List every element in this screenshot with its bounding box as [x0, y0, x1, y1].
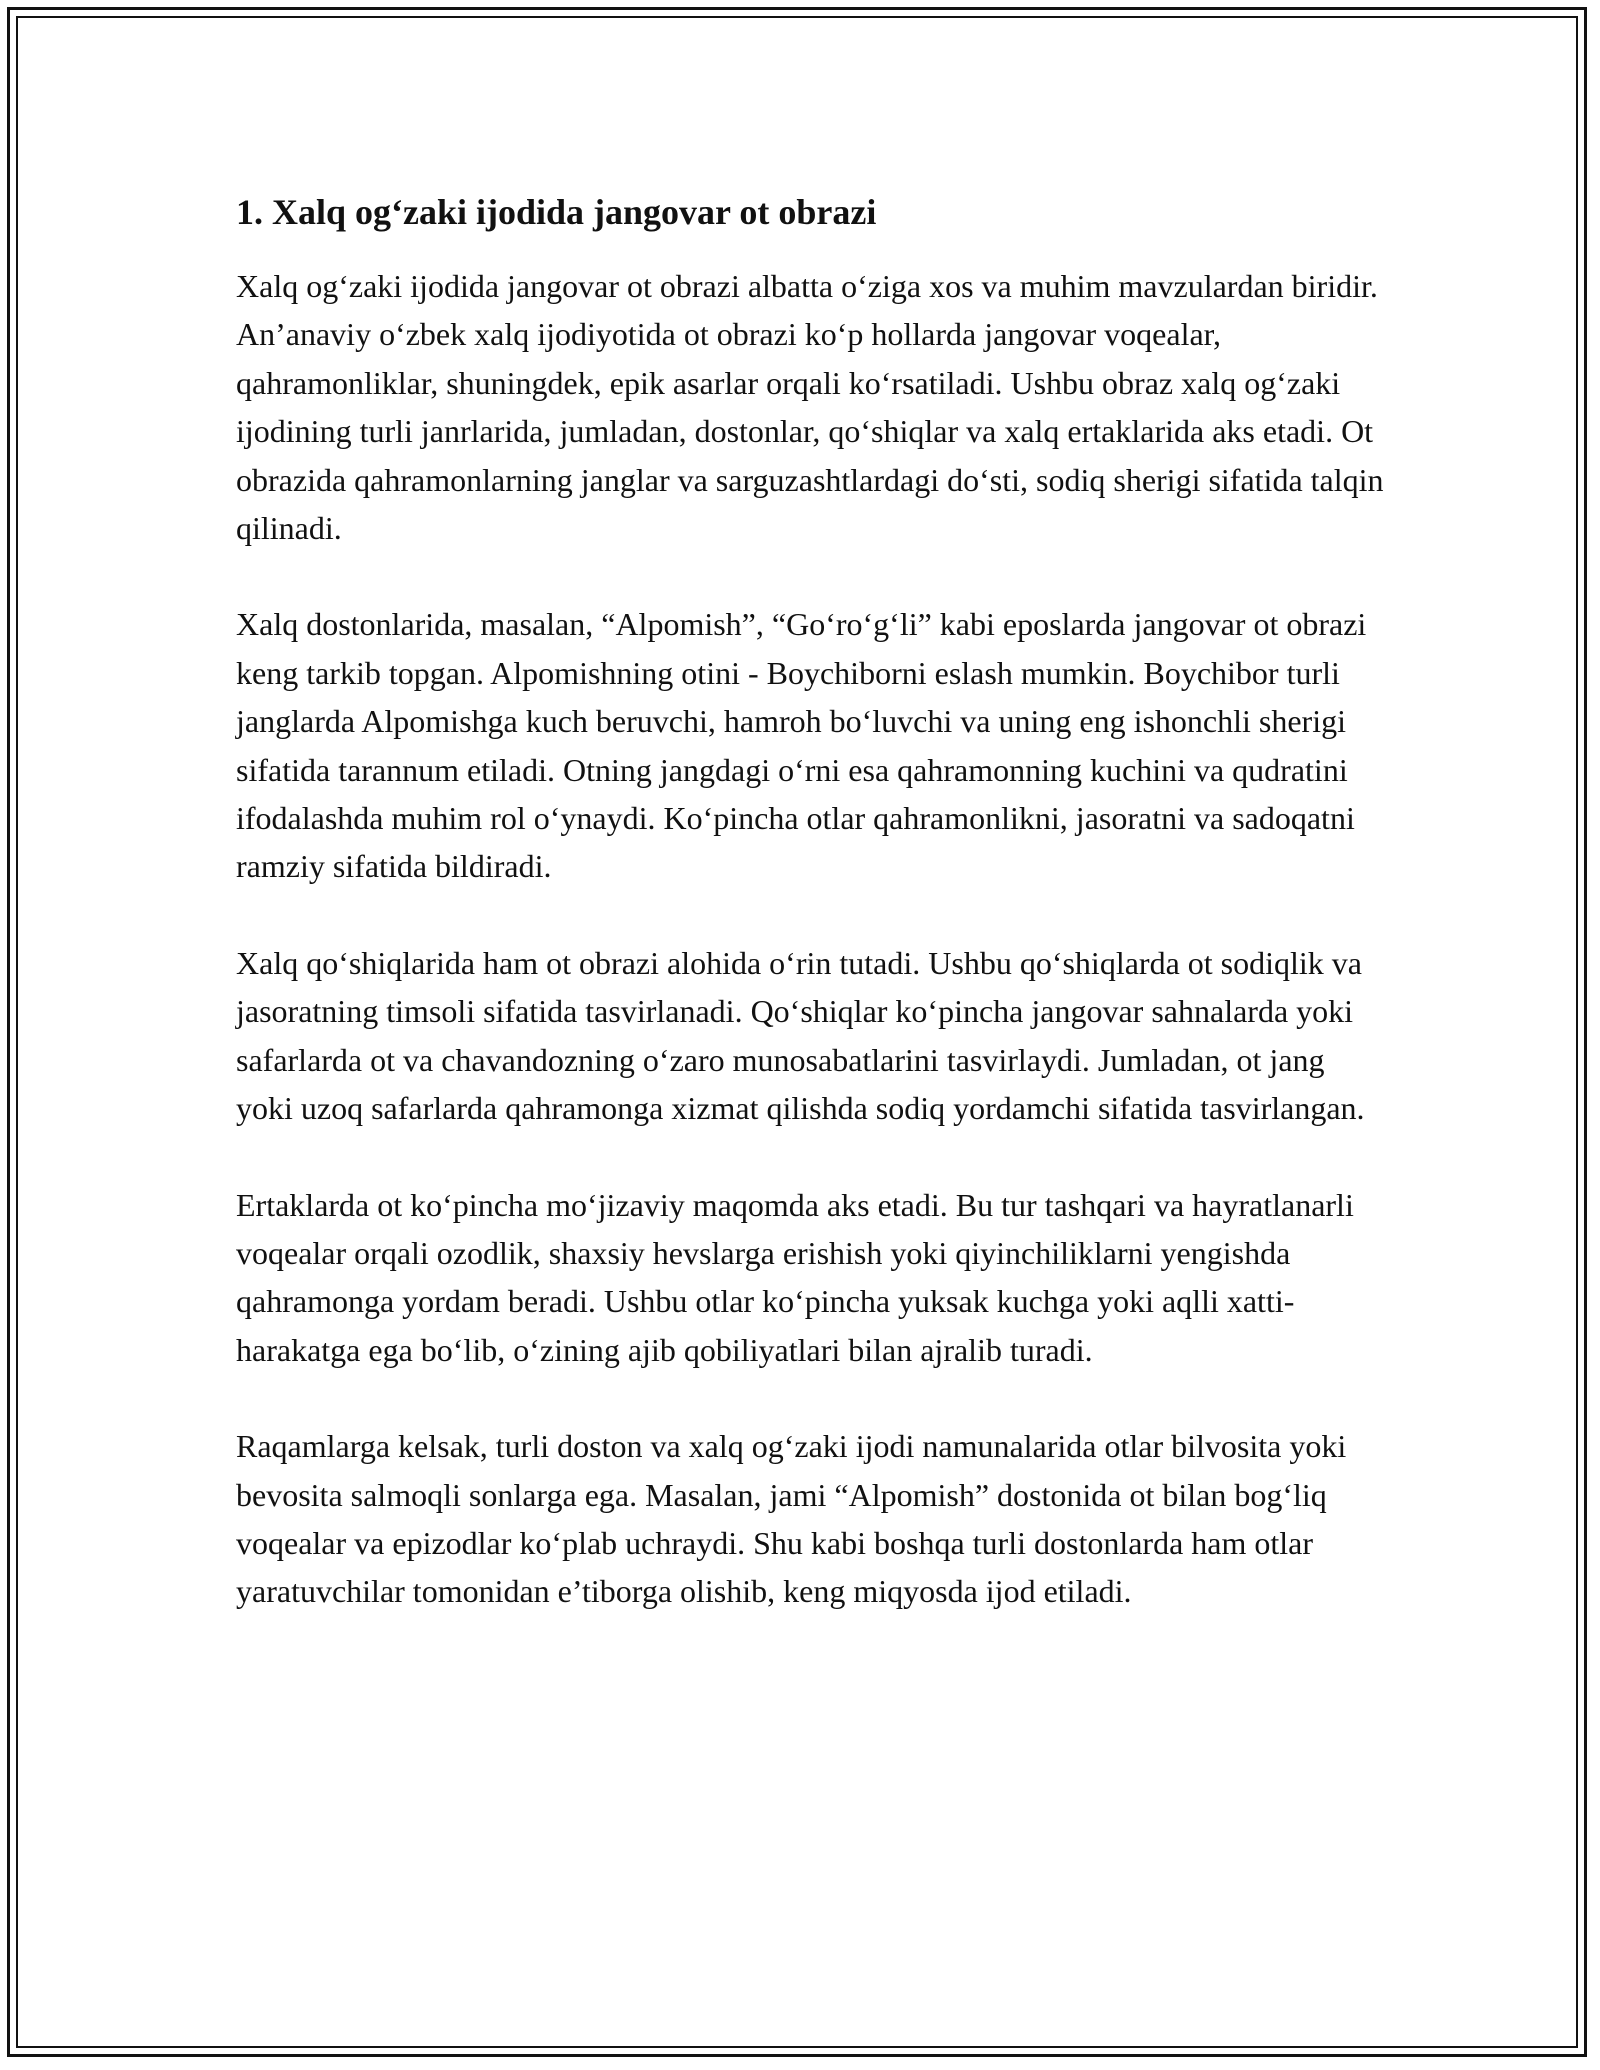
section-title: 1. Xalq og‘zaki ijodida jangovar ot obrazi: [236, 192, 877, 232]
paragraph-ertaklar: Ertaklarda ot ko‘pincha mo‘jizaviy maqomda aks etadi. Bu tur tashqari va hayratlanarli voqealar orqali ozodlik, shaxsiy hevslarga erishish yoki qiyinchiliklarni yengishda qahramonga yordam beradi. Ushbu otlar ko‘pincha yuksak kuchga yoki aqlli xatti-harakatga ega bo‘lib, o‘zining ajib qobiliyatlari bilan ajralib turadi.: [236, 1186, 1354, 1368]
document-body: [236, 186, 1386, 1664]
paragraph-raqamlar: Raqamlarga kelsak, turli doston va xalq og‘zaki ijodi namunalarida otlar bilvosita yoki bevosita salmoqli sonlarga ega. Masalan, jami “Alpomish” dostonida ot bilan bog‘liq voqealar va epizodlar ko‘plab uchraydi. Shu kabi boshqa turli dostonlarda ham otlar yaratuvchilar tomonidan e’tiborga olishib, keng miqyosda ijod etiladi.: [236, 1428, 1347, 1610]
paragraph-dostonlar: Xalq dostonlarida, masalan, “Alpomish”, “Go‘ro‘g‘li” kabi eposlarda jangovar ot obrazi keng tarkib topgan. Alpomishning otini - Boychiborni eslash mumkin. Boychibor turli janglarda Alpomishga kuch beruvchi, hamroh bo‘luvchi va uning eng ishonchli sherigi sifatida tarannum etiladi. Otning jangdagi o‘rni esa qahramonning kuchini va qudratini ifodalashda muhim rol o‘ynaydi. Ko‘pincha otlar qahramonlikni, jasoratni va sadoqatni ramziy sifatida bildiradi.: [236, 606, 1367, 885]
paragraph-qoshiqlar: Xalq qo‘shiqlarida ham ot obrazi alohida o‘rin tutadi. Ushbu qo‘shiqlarda ot sodiqlik va jasoratning timsoli sifatida tasvirlanadi. Qo‘shiqlar ko‘pincha jangovar sahnalarda yoki safarlarda ot va chavandozning o‘zaro munosabatlarini tasvirlaydi. Jumladan, ot jang yoki uzoq safarlarda qahramonga xizmat qilishda sodiq yordamchi sifatida tasvirlangan.: [236, 944, 1365, 1127]
paragraph-intro: Xalq og‘zaki ijodida jangovar ot obrazi albatta o‘ziga xos va muhim mavzulardan biridir. An’anaviy o‘zbek xalq ijodiyotida ot obrazi ko‘p hollarda jangovar voqealar, qahramonliklar, shuningdek, epik asarlar orqali ko‘rsatiladi. Ushbu obraz xalq og‘zaki ijodining turli janrlarida, jumladan, dostonlar, qo‘shiqlar va xalq ertaklarida aks etadi. Ot obrazida qahramonlarning janglar va sarguzashtlardagi do‘sti, sodiq sherigi sifatida talqin qilinadi.: [236, 268, 1384, 547]
